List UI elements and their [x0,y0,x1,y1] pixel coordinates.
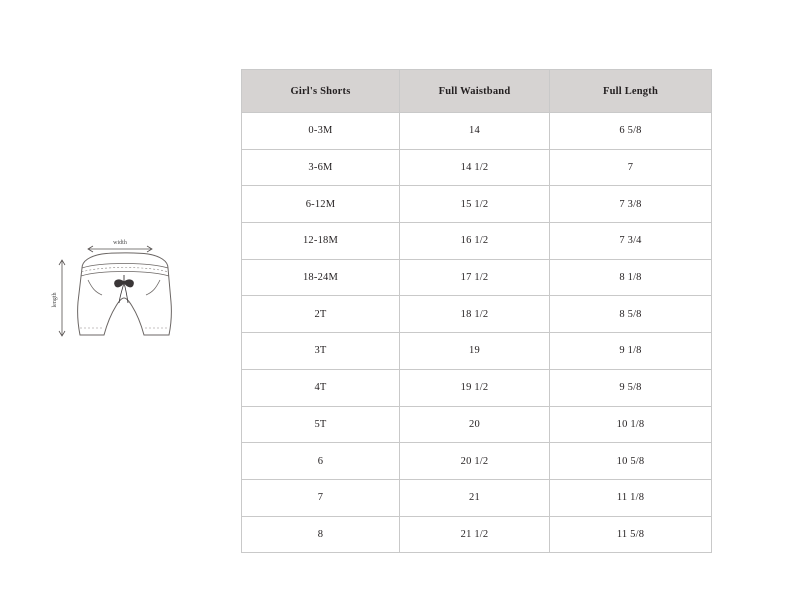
cell-waistband: 18 1/2 [400,296,550,333]
table-row [242,186,712,223]
cell-size: 7 [242,479,400,516]
cell-size: 3T [242,333,400,370]
cell-size: 4T [242,369,400,406]
cell-size: 2T [242,296,400,333]
cell-length: 9 1/8 [550,333,712,370]
column-header-length: Full Length [550,70,712,113]
width-arrow-icon [88,246,152,252]
cell-size: 5T [242,406,400,443]
cell-length: 10 1/8 [550,406,712,443]
table-row [242,369,712,406]
cell-waistband: 14 [400,113,550,150]
cell-length: 7 3/8 [550,186,712,223]
table-row [242,149,712,186]
cell-waistband: 19 [400,333,550,370]
size-chart-table [241,69,712,553]
table-row [242,259,712,296]
table-header-row [242,70,712,113]
cell-waistband: 19 1/2 [400,369,550,406]
cell-size: 8 [242,516,400,553]
cell-length: 10 5/8 [550,443,712,480]
width-label: width [113,240,127,246]
cell-waistband: 14 1/2 [400,149,550,186]
cell-length: 7 [550,149,712,186]
cell-length: 8 1/8 [550,259,712,296]
length-arrow-icon [59,260,65,336]
table-row [242,113,712,150]
cell-size: 18-24M [242,259,400,296]
table-row [242,406,712,443]
cell-size: 12-18M [242,223,400,260]
cell-size: 6 [242,443,400,480]
garment-illustration [40,228,210,368]
cell-length: 7 3/4 [550,223,712,260]
table-row [242,479,712,516]
column-header-size: Girl's Shorts [242,70,400,113]
table-row [242,223,712,260]
shorts-outline [78,253,172,335]
cell-length: 8 5/8 [550,296,712,333]
cell-waistband: 15 1/2 [400,186,550,223]
cell-size: 3-6M [242,149,400,186]
cell-length: 11 1/8 [550,479,712,516]
table-row [242,516,712,553]
cell-waistband: 21 1/2 [400,516,550,553]
cell-length: 9 5/8 [550,369,712,406]
cell-waistband: 20 [400,406,550,443]
cell-size: 0-3M [242,113,400,150]
cell-size: 6-12M [242,186,400,223]
cell-waistband: 16 1/2 [400,223,550,260]
table-row [242,443,712,480]
table-row [242,333,712,370]
cell-waistband: 21 [400,479,550,516]
table-row [242,296,712,333]
column-header-waistband: Full Waistband [400,70,550,113]
cell-length: 6 5/8 [550,113,712,150]
cell-waistband: 20 1/2 [400,443,550,480]
length-label: length [52,292,58,308]
cell-length: 11 5/8 [550,516,712,553]
cell-waistband: 17 1/2 [400,259,550,296]
size-chart-container [241,69,711,553]
